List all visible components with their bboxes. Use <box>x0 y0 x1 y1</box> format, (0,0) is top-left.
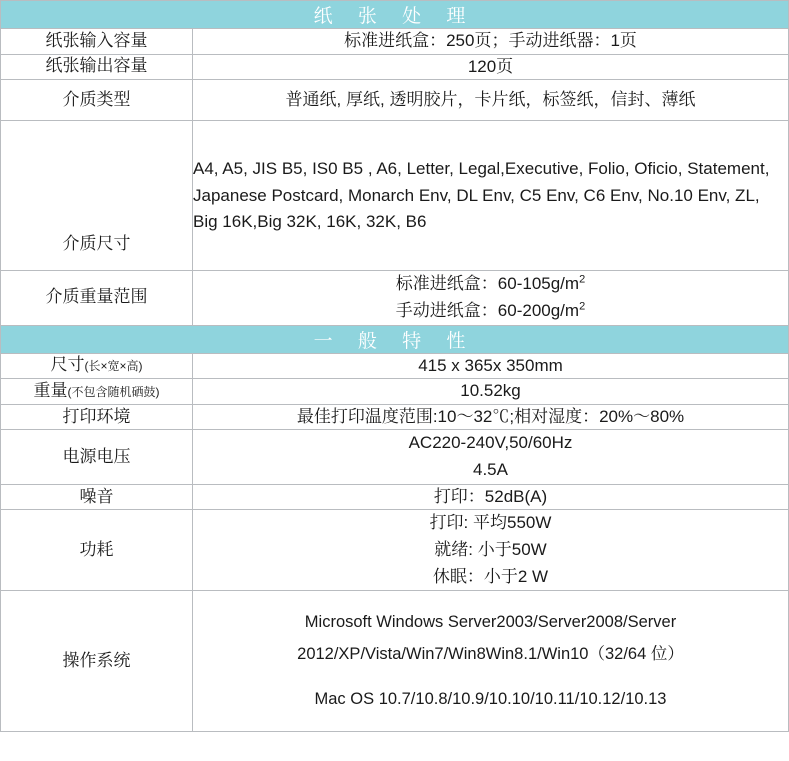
media-weight-standard-tray: 标准进纸盒：$60-105g/m^2$ <box>395 273 586 294</box>
row-label-weight <box>1 379 193 405</box>
table-row <box>1 80 789 121</box>
row-value-weight: 10.52kg <box>193 379 789 405</box>
row-label-dimensions-main: 尺寸 <box>50 355 85 375</box>
row-label-print-environment: 打印环境 <box>1 404 193 430</box>
table-row <box>1 54 789 80</box>
row-label-dimensions-note: (长×宽×高) <box>84 359 143 374</box>
row-value-media-size: A4, A5, JIS B5, IS0 B5 , A6, Letter, Legal,Executive, Folio, Oficio, Statement, Japanese Postcard, Monarch Env, DL Env, C5 Env, C6 Env, No.10 Env, ZL, Big 16K,Big 32K, 16K, 32K, B6 <box>193 121 789 271</box>
section-header-row <box>1 1 789 29</box>
row-value-operating-system <box>193 591 789 732</box>
section-title-general-features: 一 般 特 性 <box>1 325 789 353</box>
table-row <box>1 353 789 379</box>
row-label-weight-main: 重量 <box>33 381 68 401</box>
row-value-power-voltage <box>193 430 789 484</box>
table-row <box>1 271 789 325</box>
power-current-line: 4.5A <box>473 460 508 480</box>
table-row <box>1 379 789 405</box>
row-label-paper-output-capacity: 纸张输出容量 <box>1 54 193 80</box>
os-windows-line: Microsoft Windows Server2003/Server2008/Server 2012/XP/Vista/Win7/Win8Win8.1/Win10（32/64 位） <box>297 613 684 663</box>
power-consumption-printing: 打印: 平均550W <box>429 513 552 533</box>
table-row <box>1 404 789 430</box>
table-row <box>1 510 789 591</box>
table-row <box>1 591 789 732</box>
row-label-operating-system: 操作系统 <box>1 591 193 732</box>
row-value-noise: 打印：52dB(A) <box>193 484 789 510</box>
row-value-dimensions: 415 x 365x 350mm <box>193 353 789 379</box>
media-weight-manual-tray: 手动进纸盒：$60-200g/m^2$ <box>395 300 586 320</box>
table-row <box>1 430 789 484</box>
section-header-row <box>1 325 789 353</box>
section-title-paper-handling: 纸 张 处 理 <box>1 1 789 29</box>
power-consumption-ready: 就绪: 小于50W <box>434 540 547 560</box>
power-voltage-line: AC220-240V,50/60Hz <box>408 433 573 453</box>
row-label-dimensions <box>1 353 193 379</box>
row-label-paper-input-capacity: 纸张输入容量 <box>1 29 193 55</box>
row-value-media-weight-range <box>193 271 789 325</box>
row-value-media-type: 普通纸, 厚纸, 透明胶片，卡片纸，标签纸，信封、薄纸 <box>193 80 789 121</box>
os-mac-line: Mac OS 10.7/10.8/10.9/10.10/10.11/10.12/10.13 <box>314 690 667 708</box>
row-label-noise: 噪音 <box>1 484 193 510</box>
row-label-weight-note: (不包含随机硒鼓) <box>67 385 160 400</box>
row-value-paper-input-capacity: 标准进纸盒：250页；手动进纸器：1页 <box>193 29 789 55</box>
row-label-power-voltage: 电源电压 <box>1 430 193 484</box>
table-row <box>1 484 789 510</box>
power-consumption-sleep: 休眠：小于2 W <box>432 566 549 586</box>
row-label-media-size: 介质尺寸 <box>1 121 193 271</box>
row-value-print-environment: 最佳打印温度范围:10～32℃;相对湿度：20%～80% <box>193 404 789 430</box>
table-row <box>1 29 789 55</box>
row-label-power-consumption: 功耗 <box>1 510 193 591</box>
row-value-power-consumption <box>193 510 789 591</box>
row-value-paper-output-capacity: 120页 <box>193 54 789 80</box>
row-label-media-type: 介质类型 <box>1 80 193 121</box>
row-label-media-weight-range: 介质重量范围 <box>1 271 193 325</box>
os-spacer <box>193 670 788 684</box>
table-row <box>1 121 789 271</box>
